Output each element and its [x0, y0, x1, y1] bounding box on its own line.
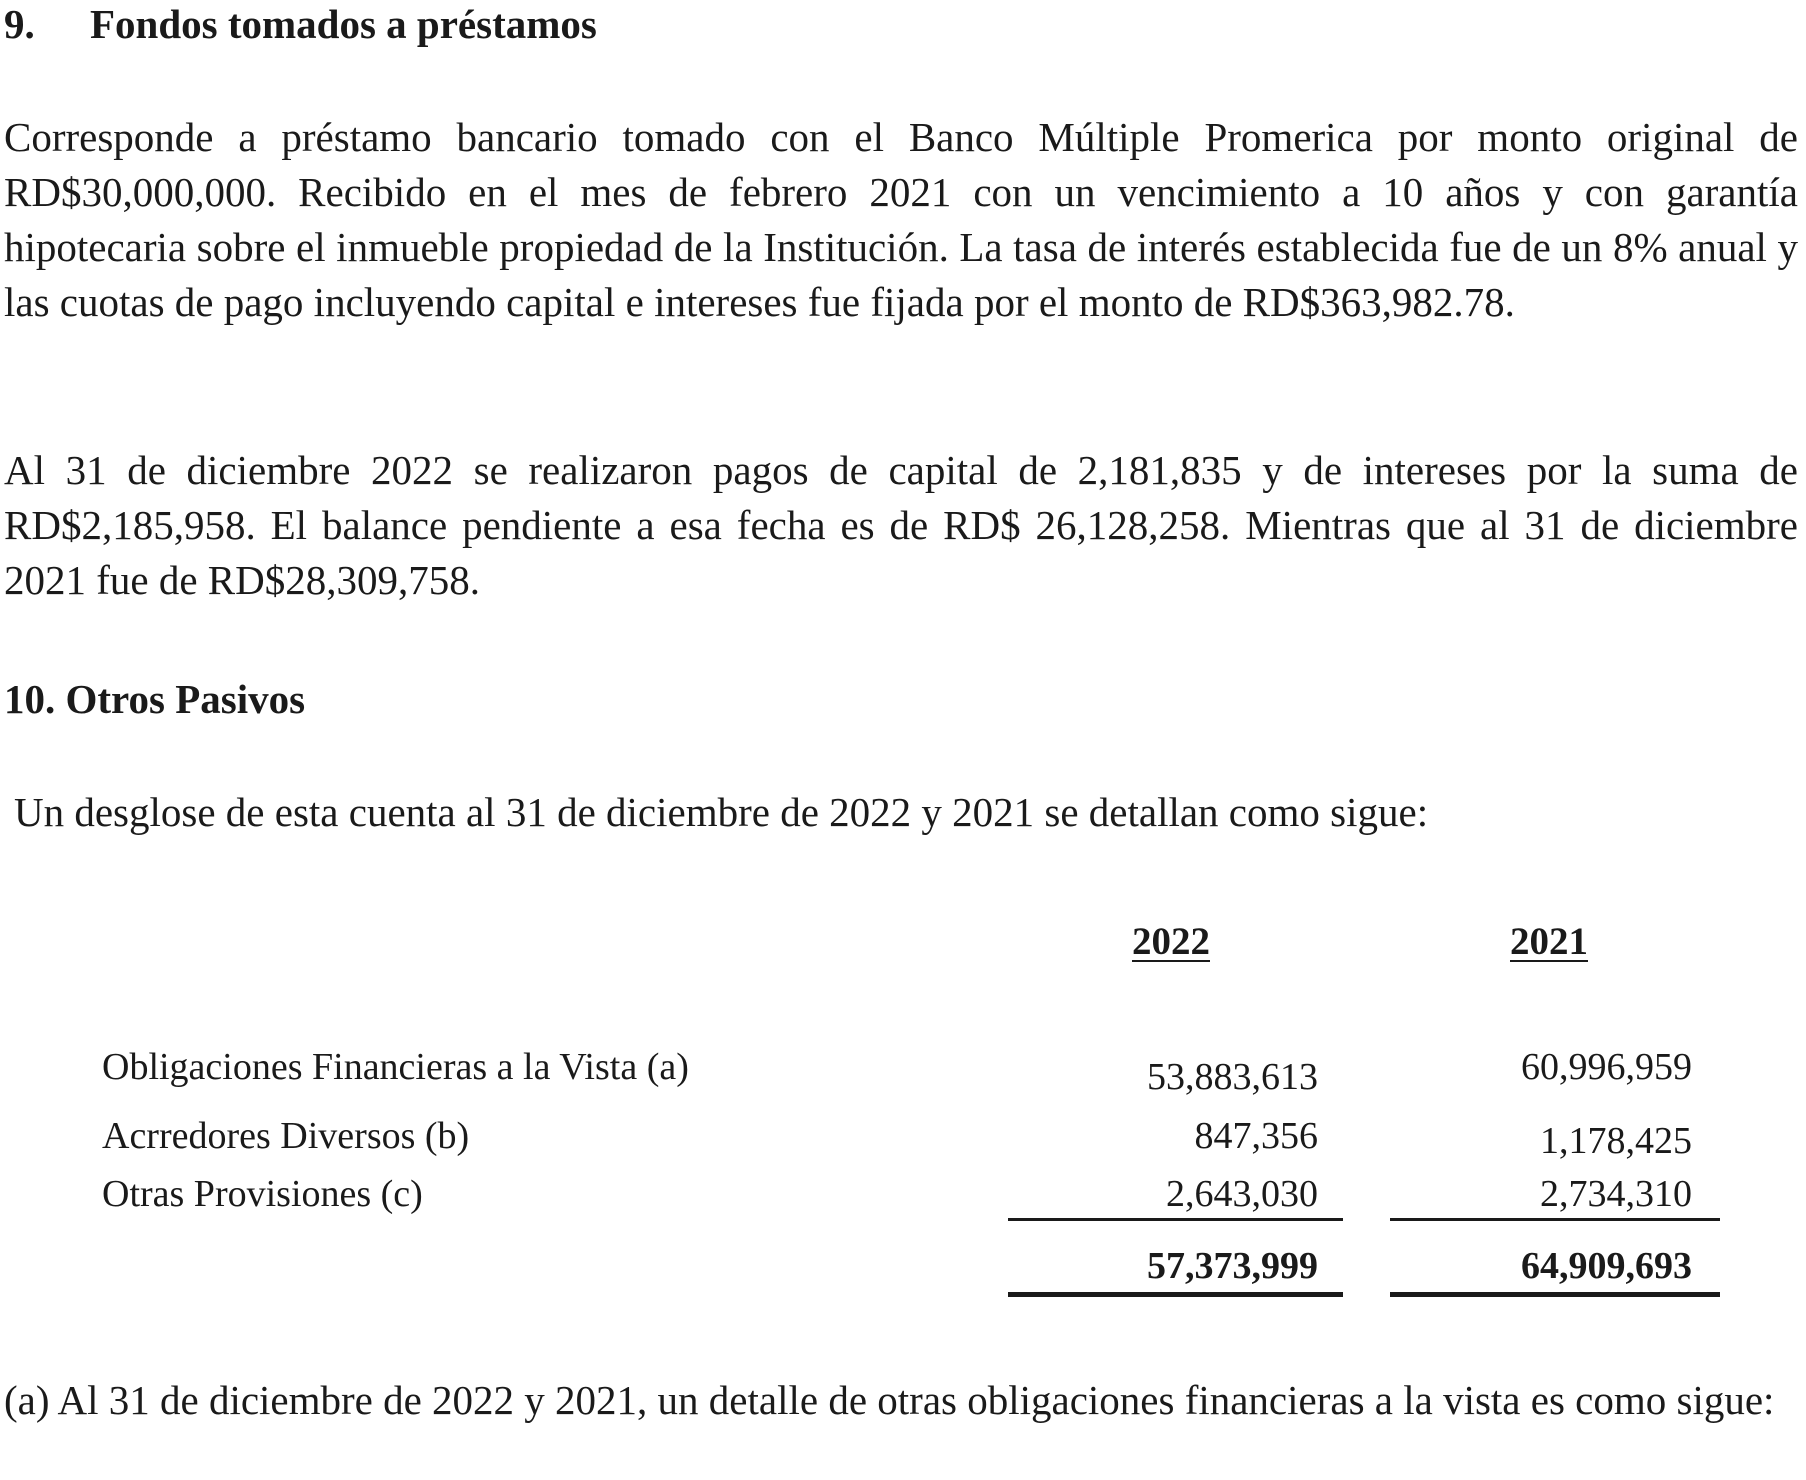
- section-9-heading: [4, 0, 597, 48]
- total-2021: 64,909,693: [1521, 1245, 1692, 1287]
- footnote-a: (a) Al 31 de diciembre de 2022 y 2021, un detalle de otras obligaciones financieras a la vista es como sigue:: [4, 1377, 1775, 1423]
- row-label: Obligaciones Financieras a la Vista (a): [102, 1046, 689, 1088]
- subtotal-rule-2021: [1390, 1218, 1720, 1221]
- total-2022: 57,373,999: [1147, 1245, 1318, 1287]
- total-rule-2022: [1008, 1292, 1343, 1297]
- section-9-title: Fondos tomados a préstamos: [90, 1, 597, 47]
- row-label: Otras Provisiones (c): [102, 1173, 423, 1215]
- section-9-paragraph-2: Al 31 de diciembre 2022 se realizaron pagos de capital de 2,181,835 y de intereses por la suma de RD$2,185,958. El balance pendiente a esa fecha es de RD$ 26,128,258. Mientras que al 31 de diciembre 2021 fue de RD$28,309,758.: [4, 447, 1798, 603]
- section-9-paragraph-1: Corresponde a préstamo bancario tomado con el Banco Múltiple Promerica por monto original de RD$30,000,000. Recibido en el mes de febrero 2021 con un vencimiento a 10 años y con garantía hipotecaria sobre el inmueble propiedad de la Institución. La tasa de interés establecida fue de un 8% anual y las cuotas de pago incluyendo capital e intereses fue fijada por el monto de RD$363,982.78.: [4, 114, 1798, 325]
- section-10-heading: 10. Otros Pasivos: [4, 676, 306, 722]
- value-2022: 2,643,030: [1166, 1173, 1318, 1215]
- total-rule-2021: [1390, 1292, 1720, 1297]
- value-2021: 1,178,425: [1540, 1120, 1692, 1162]
- row-label: Acrredores Diversos (b): [102, 1115, 470, 1157]
- column-header-2022: 2022: [1132, 920, 1210, 963]
- column-header-2021: 2021: [1510, 920, 1588, 963]
- section-9-number: 9.: [4, 1, 35, 47]
- value-2022: 847,356: [1194, 1115, 1318, 1157]
- value-2021: 2,734,310: [1540, 1173, 1692, 1215]
- section-10-intro: Un desglose de esta cuenta al 31 de diciembre de 2022 y 2021 se detallan como sigue:: [14, 789, 1429, 835]
- value-2022: 53,883,613: [1147, 1056, 1318, 1098]
- subtotal-rule-2022: [1008, 1218, 1343, 1221]
- value-2021: 60,996,959: [1521, 1046, 1692, 1088]
